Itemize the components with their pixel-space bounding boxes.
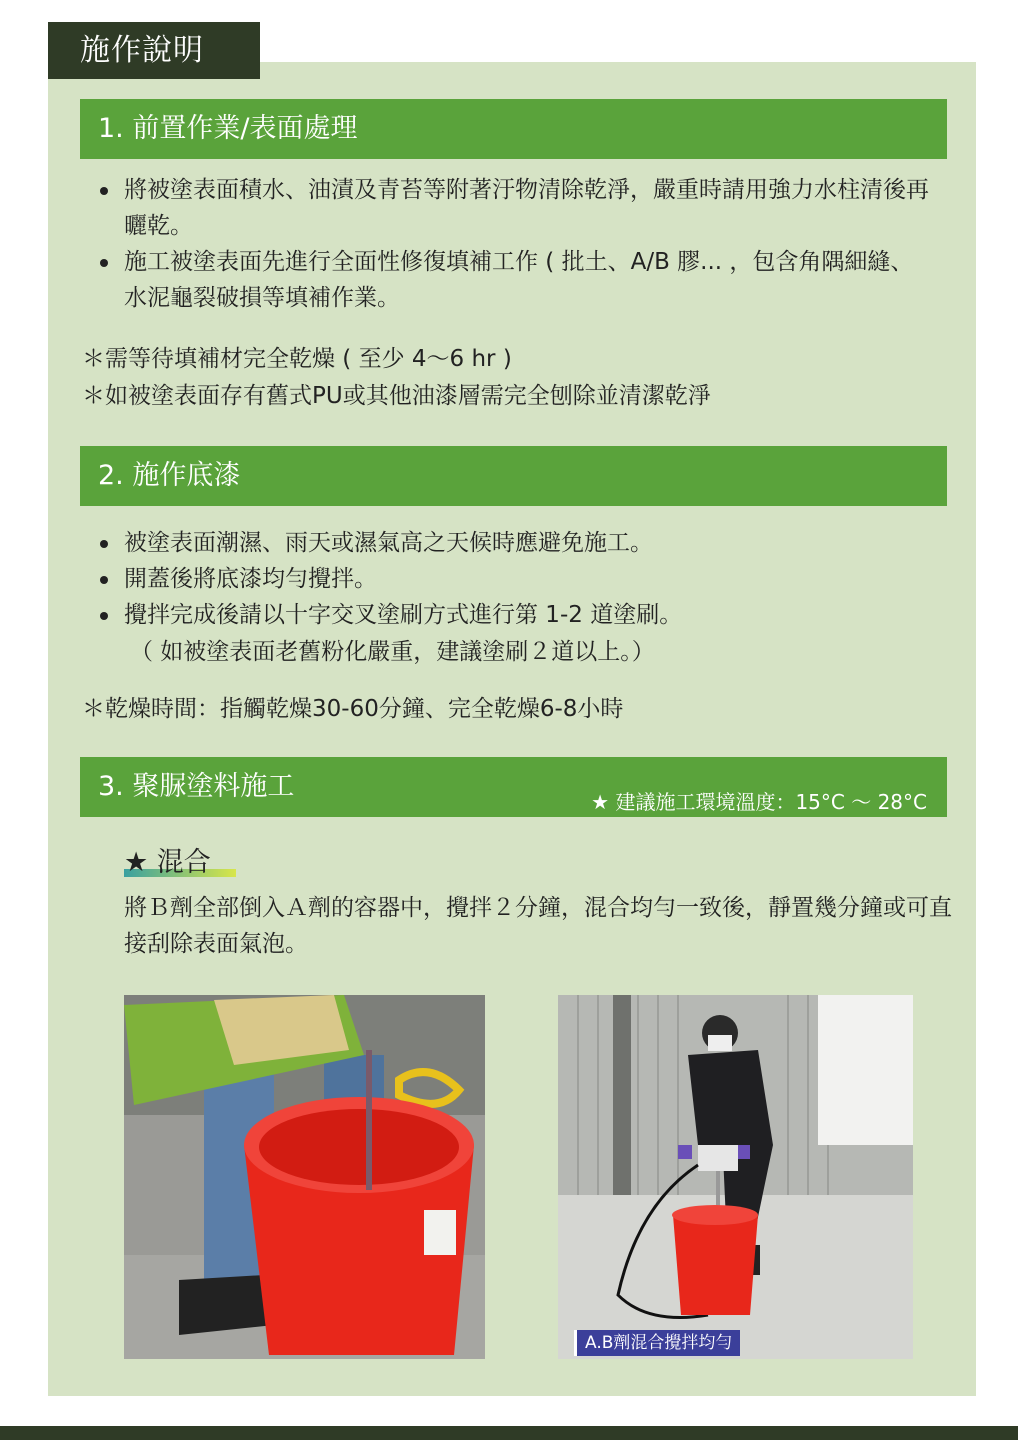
section1-note-drying: ＊需等待填補材完全乾燥 ( 至少 4～6 hr ) bbox=[82, 346, 512, 372]
section2-note-drying-time: ＊乾燥時間：指觸乾燥30-60分鐘、完全乾燥6-8小時 bbox=[82, 696, 624, 722]
section1-note-old-coating: ＊如被塗表面存有舊式PU或其他油漆層需完全刨除並清潔乾淨 bbox=[82, 383, 711, 409]
section3-heading: 3. 聚脲塗料施工 bbox=[98, 771, 295, 802]
pouring-photo bbox=[124, 995, 485, 1359]
section3-heading-bar bbox=[80, 757, 947, 817]
footer-bar bbox=[0, 1426, 1018, 1440]
section1-heading: 1. 前置作業/表面處理 bbox=[80, 99, 947, 159]
mixing-photo bbox=[558, 995, 913, 1359]
section2-bullet-continuation: （ 如被塗表面老舊粉化嚴重，建議塗刷２道以上。） bbox=[130, 639, 655, 665]
list-item: 施工被塗表面先進行全面性修復填補工作 ( 批土、A/B 膠... ，包含角隅細縫、水泥龜裂破損等填補作業。 bbox=[96, 244, 936, 316]
list-item: 攪拌完成後請以十字交叉塗刷方式進行第 1-2 道塗刷。 bbox=[96, 597, 936, 633]
list-item: 被塗表面潮濕、雨天或濕氣高之天候時應避免施工。 bbox=[96, 525, 936, 561]
mix-instructions: 將Ｂ劑全部倒入Ａ劑的容器中，攪拌２分鐘，混合均勻一致後，靜置幾分鐘或可直接刮除表面氣泡。 bbox=[124, 895, 952, 957]
mix-heading: ★ 混合 bbox=[124, 847, 211, 878]
temperature-note: ★ 建議施工環境溫度：15°C ～ 28°C bbox=[591, 790, 927, 814]
mixing-photo-caption: A.B劑混合攪拌均勻 bbox=[574, 1330, 740, 1356]
section1-bullet-list bbox=[96, 172, 936, 316]
list-item: 開蓋後將底漆均勻攪拌。 bbox=[96, 561, 936, 597]
section2-bullet-list bbox=[96, 525, 936, 633]
page-title: 施作說明 bbox=[48, 22, 260, 79]
section2-heading: 2. 施作底漆 bbox=[80, 446, 947, 506]
list-item: 將被塗表面積水、油漬及青苔等附著汙物清除乾淨，嚴重時請用強力水柱清後再曬乾。 bbox=[96, 172, 936, 244]
